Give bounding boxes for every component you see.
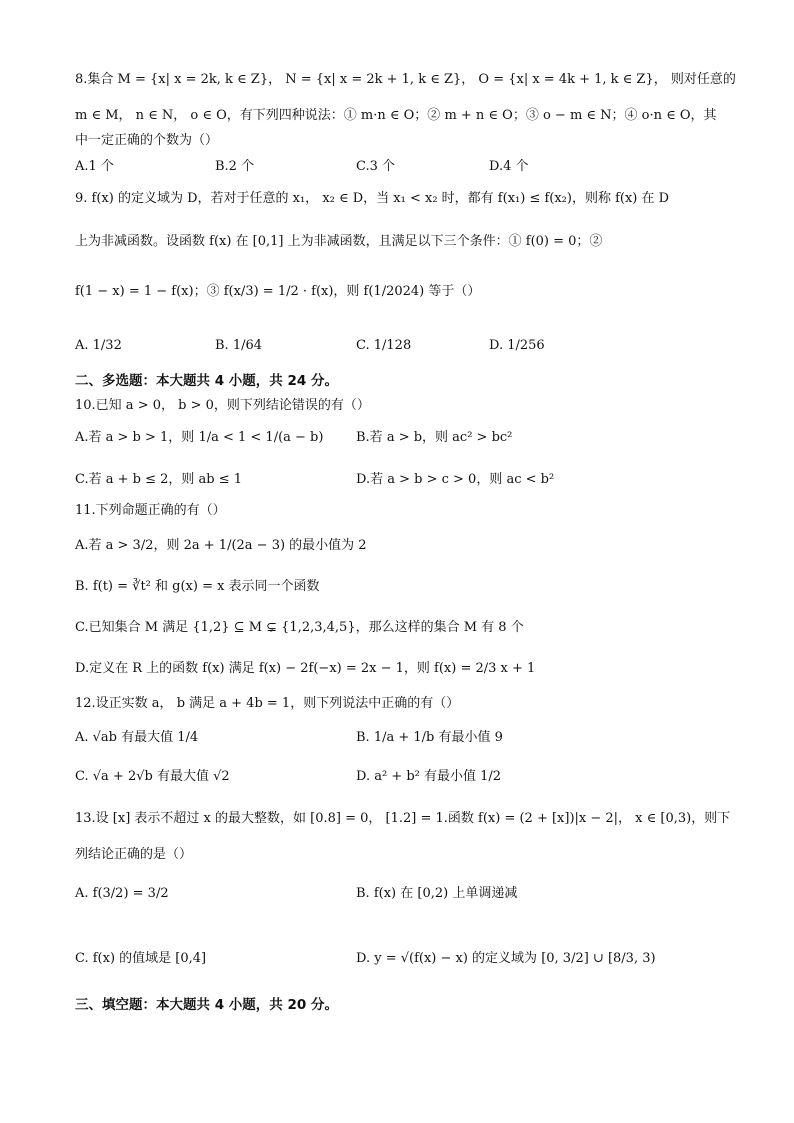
q10-line-1: 10.已知 a > 0， b > 0，则下列结论错误的有（） bbox=[75, 398, 370, 413]
q8-option-c: C.3 个 bbox=[356, 159, 396, 174]
q9-option-a: A. 1/32 bbox=[75, 338, 122, 353]
section-fill-title: 三、填空题：本大题共 4 小题，共 20 分。 bbox=[75, 997, 338, 1013]
q10-option-d: D.若 a > b > c > 0，则 ac < b² bbox=[356, 472, 555, 487]
q9-option-d: D. 1/256 bbox=[489, 338, 545, 353]
q13-option-c: C. f(x) 的值域是 [0,4] bbox=[75, 951, 207, 966]
q12-option-c: C. √a + 2√b 有最大值 √2 bbox=[75, 769, 230, 784]
q8-line-3: 中一定正确的个数为（） bbox=[75, 133, 219, 148]
q9-option-c: C. 1/128 bbox=[356, 338, 412, 353]
q13-line-1: 13.设 [x] 表示不超过 x 的最大整数，如 [0.8] = 0， [1.2] = 1.函数 f(x) = (2 + [x])|x − 2|， x ∈ [0,3)，则下 bbox=[75, 811, 731, 826]
q13-option-a: A. f(3/2) = 3/2 bbox=[75, 886, 169, 901]
q11-line-1: 11.下列命题正确的有（） bbox=[75, 503, 226, 518]
q10-option-a: A.若 a > b > 1，则 1/a < 1 < 1/(a − b) bbox=[75, 430, 324, 445]
q8-option-a: A.1 个 bbox=[75, 159, 114, 174]
q11-option-a: A.若 a > 3/2，则 2a + 1/(2a − 3) 的最小值为 2 bbox=[75, 538, 367, 553]
q13-line-2: 列结论正确的是（） bbox=[75, 847, 193, 862]
q8-line-1: 8.集合 M = {x| x = 2k, k ∈ Z}， N = {x| x = 2k + 1, k ∈ Z}， O = {x| x = 4k + 1, k ∈ Z}， 则对任意的 bbox=[75, 72, 736, 87]
section-multi-title: 二、多选题：本大题共 4 小题，共 24 分。 bbox=[75, 373, 338, 389]
q10-option-c: C.若 a + b ≤ 2，则 ab ≤ 1 bbox=[75, 472, 243, 487]
q13-option-b: B. f(x) 在 [0,2) 上单调递减 bbox=[356, 886, 518, 901]
q9-line-1: 9. f(x) 的定义域为 D，若对于任意的 x₁， x₂ ∈ D，当 x₁ < x₂ 时，都有 f(x₁) ≤ f(x₂)，则称 f(x) 在 D bbox=[75, 191, 670, 206]
q9-option-b: B. 1/64 bbox=[215, 338, 263, 353]
q11-option-b: B. f(t) = ∛t² 和 g(x) = x 表示同一个函数 bbox=[75, 579, 320, 594]
q13-option-d: D. y = √(f(x) − x) 的定义域为 [0, 3/2] ∪ [8/3, 3) bbox=[356, 951, 656, 966]
q12-line-1: 12.设正实数 a， b 满足 a + 4b = 1，则下列说法中正确的有（） bbox=[75, 696, 460, 711]
q9-line-3: f(1 − x) = 1 − f(x)；③ f(x/3) = 1/2 · f(x)，则 f(1/2024) 等于（） bbox=[75, 284, 481, 299]
q12-option-b: B. 1/a + 1/b 有最小值 9 bbox=[356, 730, 503, 745]
q11-option-c: C.已知集合 M 满足 {1,2} ⊆ M ⊊ {1,2,3,4,5}，那么这样的集合 M 有 8 个 bbox=[75, 620, 524, 635]
q11-option-d: D.定义在 R 上的函数 f(x) 满足 f(x) − 2f(−x) = 2x − 1，则 f(x) = 2/3 x + 1 bbox=[75, 661, 536, 676]
q8-option-b: B.2 个 bbox=[215, 159, 255, 174]
q12-option-d: D. a² + b² 有最小值 1/2 bbox=[356, 769, 502, 784]
q9-line-2: 上为非减函数。设函数 f(x) 在 [0,1] 上为非减函数，且满足以下三个条件：① f(0) = 0；② bbox=[75, 234, 603, 249]
q8-option-d: D.4 个 bbox=[489, 159, 529, 174]
q12-option-a: A. √ab 有最大值 1/4 bbox=[75, 730, 199, 745]
q8-line-2: m ∈ M， n ∈ N， o ∈ O，有下列四种说法：① m·n ∈ O；② m + n ∈ O；③ o − m ∈ N；④ o·n ∈ O，其 bbox=[75, 108, 717, 123]
q10-option-b: B.若 a > b，则 ac² > bc² bbox=[356, 430, 513, 445]
